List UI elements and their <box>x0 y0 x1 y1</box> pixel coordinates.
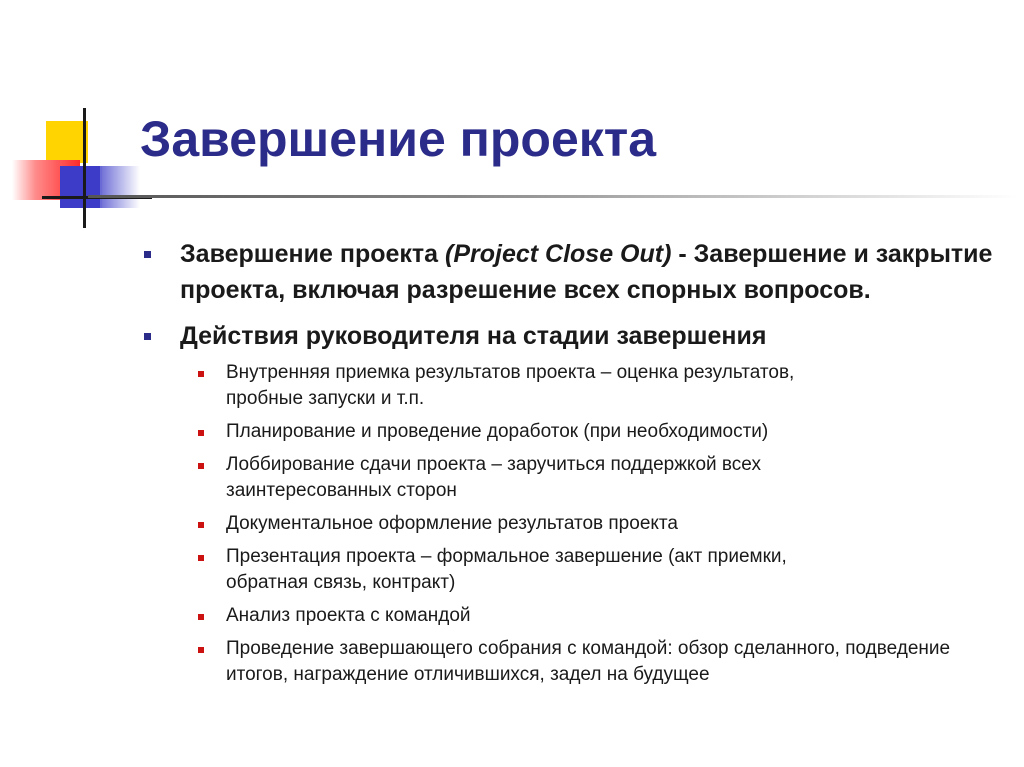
red-square-bullet-icon <box>198 371 204 377</box>
sub-bullet-text: Лоббирование сдачи проекта – заручиться поддержкой всех заинтересованных сторон <box>226 454 761 501</box>
blue-fade-block <box>100 166 140 208</box>
bullet-text-prefix: Завершение проекта <box>180 240 445 268</box>
bullet-item <box>140 236 1010 308</box>
bullet-item <box>140 318 1010 354</box>
sub-bullet-list <box>140 360 1010 688</box>
vertical-line <box>83 108 86 228</box>
sub-bullet-item <box>140 603 926 629</box>
slide-content <box>140 236 1010 695</box>
sub-bullet-item <box>140 636 986 688</box>
bullet-text-suffix: - Завершение и закрытие проекта, включая разрешение всех спорных вопросов. <box>180 240 993 304</box>
square-bullet-icon <box>144 333 151 340</box>
red-square-bullet-icon <box>198 647 204 653</box>
red-square-bullet-icon <box>198 522 204 528</box>
sub-bullet-text: Анализ проекта с командой <box>226 605 471 626</box>
sub-bullet-text: Проведение завершающего собрания с командой: обзор сделанного, подведение итогов, награждение отличившихся, задел на будущее <box>226 638 951 685</box>
sub-bullet-text: Презентация проекта – формальное завершение (акт приемки, обратная связь, контракт) <box>226 546 787 593</box>
red-square-bullet-icon <box>198 463 204 469</box>
yellow-square <box>46 121 88 163</box>
square-bullet-icon <box>144 251 151 258</box>
sub-bullet-text: Документальное оформление результатов проекта <box>226 513 678 534</box>
bullet-text: Действия руководителя на стадии завершения <box>180 322 767 350</box>
red-square-bullet-icon <box>198 555 204 561</box>
decorative-logo <box>0 100 140 230</box>
sub-bullet-item <box>140 419 926 445</box>
sub-bullet-item <box>140 360 866 412</box>
sub-bullet-text: Внутренняя приемка результатов проекта – оценка результатов, пробные запуски и т.п. <box>226 362 795 409</box>
sub-bullet-item <box>140 511 926 537</box>
bullet-text-italic: (Project Close Out) <box>445 240 672 268</box>
sub-bullet-text: Планирование и проведение доработок (при необходимости) <box>226 421 769 442</box>
red-square-bullet-icon <box>198 614 204 620</box>
title-divider <box>88 195 1018 198</box>
sub-bullet-item <box>140 452 806 504</box>
sub-bullet-item <box>140 544 846 596</box>
page-title: Завершение проекта <box>140 111 657 167</box>
blue-square <box>60 166 102 208</box>
red-square-bullet-icon <box>198 430 204 436</box>
